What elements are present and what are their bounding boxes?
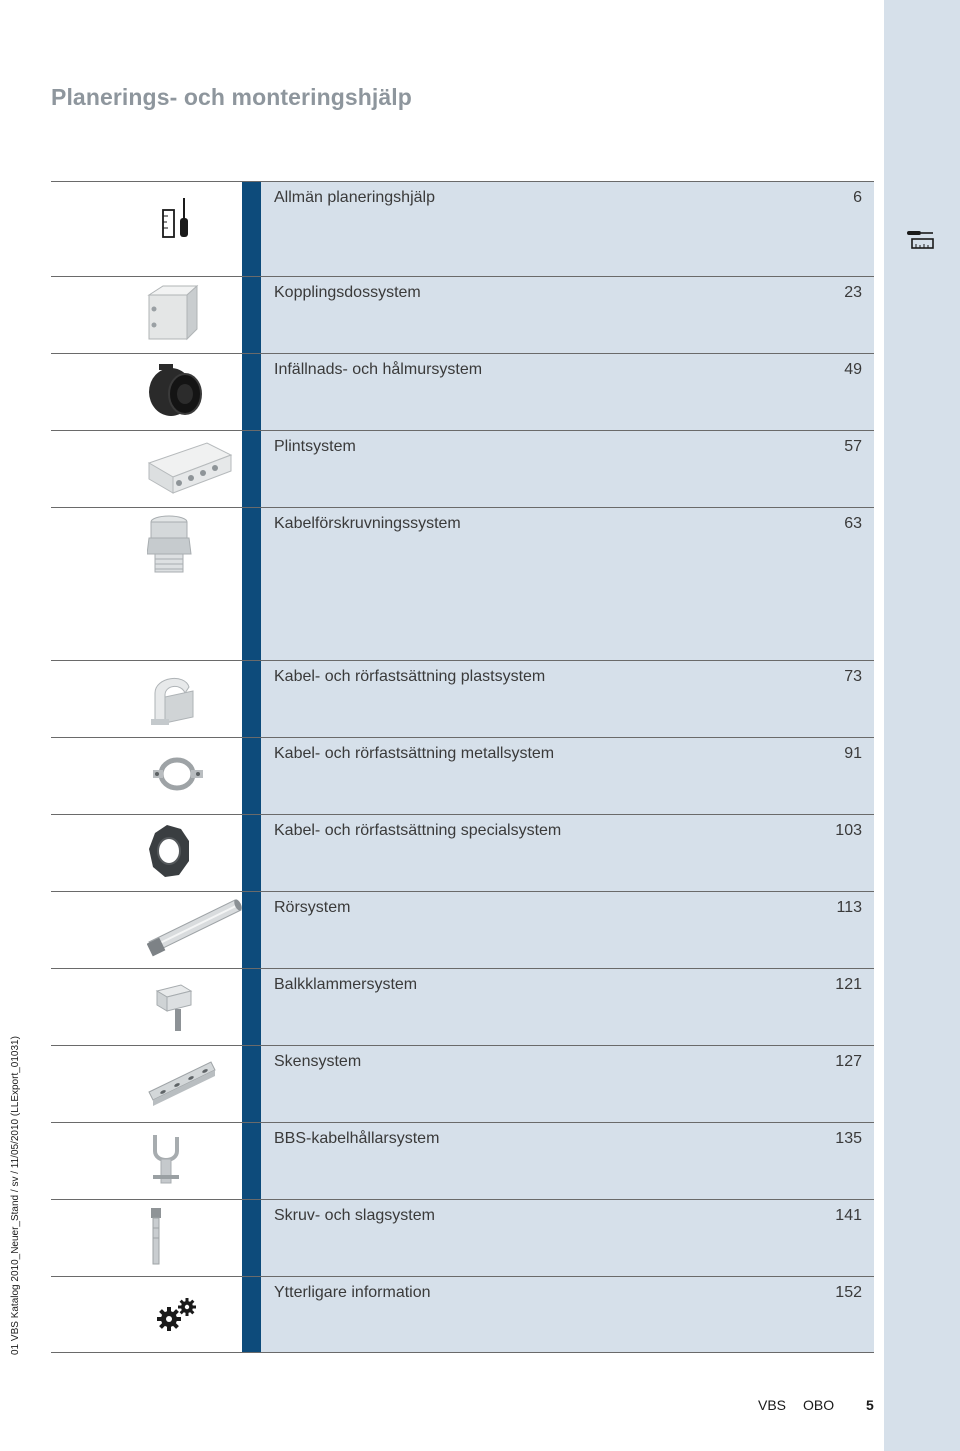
anchor-bolt-icon [147, 1206, 167, 1268]
gears-icon [155, 1295, 199, 1335]
toc-row[interactable] [51, 181, 874, 277]
row-content [261, 815, 874, 892]
toc-row[interactable] [51, 353, 874, 431]
row-image [51, 815, 242, 892]
ruler-screwdriver-icon [159, 192, 219, 272]
row-content [261, 892, 874, 969]
toc-row[interactable] [51, 276, 874, 354]
row-image [51, 508, 242, 661]
toc-row[interactable] [51, 1122, 874, 1200]
toc-row[interactable] [51, 968, 874, 1046]
table-of-contents [51, 181, 874, 1351]
row-image [51, 661, 242, 738]
footer-brand-vbs: VBS [758, 1397, 787, 1413]
flush-box-icon [145, 360, 209, 422]
row-title: Balkklammersystem [274, 976, 418, 993]
toc-row[interactable] [51, 1045, 874, 1123]
accent-bar [242, 738, 261, 815]
row-image [51, 892, 242, 969]
row-content [261, 277, 874, 354]
accent-bar [242, 1200, 261, 1277]
plastic-clip-icon [145, 667, 201, 729]
beam-clamp-icon [151, 977, 201, 1039]
lock-nut-icon [147, 821, 197, 883]
accent-bar [242, 182, 261, 277]
toc-row[interactable] [51, 1276, 874, 1353]
row-image [51, 1123, 242, 1200]
toc-row[interactable] [51, 737, 874, 815]
terminal-block-icon [145, 435, 235, 497]
row-page-number: 135 [835, 1130, 862, 1147]
ruler-screwdriver-icon [905, 228, 935, 252]
accent-bar [242, 431, 261, 508]
row-page-number: 141 [835, 1207, 862, 1224]
row-title: Plintsystem [274, 438, 356, 455]
row-image [51, 738, 242, 815]
row-content [261, 354, 874, 431]
footer-brand-obo: OBO [803, 1397, 835, 1413]
row-page-number: 121 [835, 976, 862, 993]
toc-row[interactable] [51, 1199, 874, 1277]
accent-bar [242, 1277, 261, 1352]
row-page-number: 113 [836, 899, 862, 916]
row-title: Kopplingsdossystem [274, 284, 421, 301]
row-page-number: 49 [844, 361, 862, 378]
toc-row[interactable] [51, 660, 874, 738]
accent-bar [242, 354, 261, 431]
row-title: Skensystem [274, 1053, 362, 1070]
row-page-number: 6 [853, 189, 862, 206]
side-print-info: 01 VBS Katalog 2010_Neuer_Stand / sv / 11/05/2010 (LLExport_01031) [10, 1036, 21, 1355]
row-page-number: 57 [844, 438, 862, 455]
row-content [261, 661, 874, 738]
accent-bar [242, 1123, 261, 1200]
row-title: Kabelförskruvningssystem [274, 515, 461, 532]
row-content [261, 1046, 874, 1123]
row-image [51, 354, 242, 431]
row-page-number: 63 [844, 515, 862, 532]
accent-bar [242, 1046, 261, 1123]
conduit-pipe-icon [147, 896, 243, 958]
row-image [51, 431, 242, 508]
row-content [261, 738, 874, 815]
row-title: BBS-kabelhållarsystem [274, 1130, 440, 1147]
cable-holder-icon [147, 1129, 191, 1191]
row-page-number: 152 [835, 1284, 862, 1301]
row-content [261, 1200, 874, 1277]
row-page-number: 91 [844, 745, 862, 762]
accent-bar [242, 277, 261, 354]
toc-row[interactable] [51, 814, 874, 892]
footer-page-number: 5 [866, 1397, 874, 1413]
accent-bar [242, 815, 261, 892]
mounting-rail-icon [147, 1052, 217, 1114]
right-side-band [884, 0, 960, 1451]
row-title: Kabel- och rörfastsättning specialsystem [274, 822, 562, 839]
row-page-number: 73 [844, 668, 862, 685]
accent-bar [242, 508, 261, 661]
row-title: Ytterligare information [274, 1284, 431, 1301]
row-title: Kabel- och rörfastsättning metallsystem [274, 745, 555, 762]
accent-bar [242, 892, 261, 969]
accent-bar [242, 969, 261, 1046]
row-title: Skruv- och slagsystem [274, 1207, 435, 1224]
row-image [51, 1046, 242, 1123]
toc-row[interactable] [51, 430, 874, 508]
row-content [261, 182, 874, 277]
row-content [261, 1123, 874, 1200]
row-image [51, 1277, 242, 1352]
cable-gland-icon [147, 514, 197, 578]
row-image [51, 1200, 242, 1277]
row-title: Allmän planeringshjälp [274, 189, 435, 206]
row-content [261, 508, 874, 661]
row-page-number: 103 [835, 822, 862, 839]
row-page-number: 23 [844, 284, 862, 301]
toc-row[interactable] [51, 507, 874, 661]
row-image [51, 182, 242, 277]
page-title: Planerings- och monteringshjälp [51, 84, 412, 110]
row-image [51, 277, 242, 354]
row-image [51, 969, 242, 1046]
row-content [261, 431, 874, 508]
accent-bar [242, 661, 261, 738]
row-title: Infällnads- och hålmursystem [274, 361, 483, 378]
row-title: Rörsystem [274, 899, 351, 916]
metal-clamp-icon [151, 744, 207, 806]
row-content [261, 1277, 874, 1352]
toc-row[interactable] [51, 891, 874, 969]
row-title: Kabel- och rörfastsättning plastsystem [274, 668, 546, 685]
junction-box-icon [145, 283, 205, 345]
row-page-number: 127 [835, 1053, 862, 1070]
row-content [261, 969, 874, 1046]
